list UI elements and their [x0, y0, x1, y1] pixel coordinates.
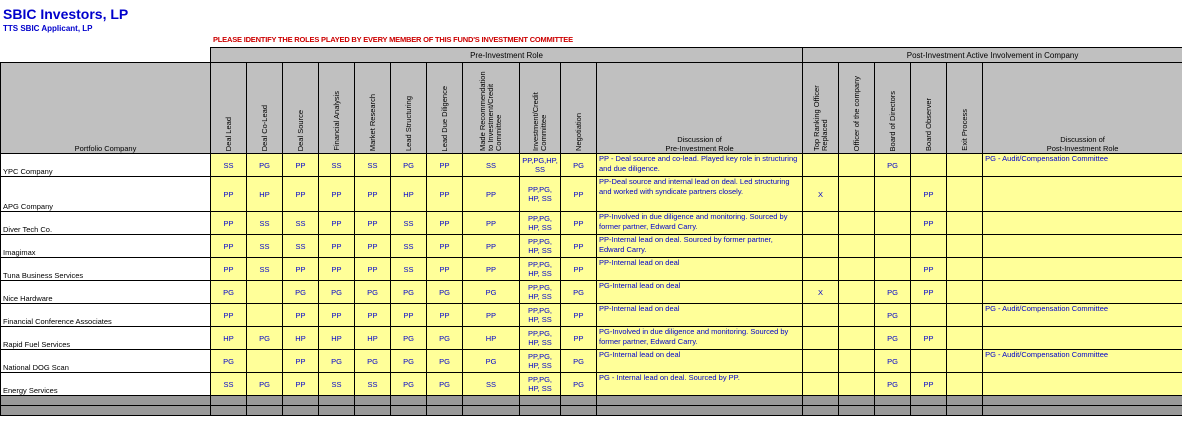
table-row [1, 327, 1182, 350]
post-role-cell [875, 212, 911, 235]
pre-role-cell: PP [427, 235, 463, 258]
pre-role-cell: PP [561, 304, 597, 327]
column-header-pre-discussion: Discussion of Pre-Investment Role [597, 63, 803, 154]
pre-role-cell: PP [463, 258, 520, 281]
pre-role-cell: PP [561, 235, 597, 258]
column-header-post-discussion: Discussion of Post-Investment Role [983, 63, 1182, 154]
post-role-cell [803, 304, 839, 327]
post-role-cell [839, 177, 875, 212]
post-role-cell: PG [875, 154, 911, 177]
pre-role-cell: PP,PG, HP, SS [520, 235, 561, 258]
footer-gray-cell [319, 396, 355, 406]
pre-role-cell: PP [211, 212, 247, 235]
pre-role-cell: PP [283, 304, 319, 327]
post-role-cell [803, 373, 839, 396]
portfolio-company-cell: Tuna Business Services [1, 258, 211, 281]
footer-gray-cell [597, 396, 803, 406]
portfolio-company-cell: Energy Services [1, 373, 211, 396]
post-discussion-cell: PG - Audit/Compensation Committee [983, 154, 1182, 177]
pre-role-cell: PG [427, 350, 463, 373]
pre-role-cell: PP [355, 212, 391, 235]
pre-role-cell [247, 281, 283, 304]
pre-role-cell: PP [427, 258, 463, 281]
post-role-cell: X [803, 177, 839, 212]
column-header-pre-0: Deal Lead [211, 63, 247, 154]
pre-role-cell: PG [355, 350, 391, 373]
table-body [1, 154, 1182, 416]
pre-role-cell: HP [247, 177, 283, 212]
pre-role-cell: PP [355, 304, 391, 327]
post-role-cell [839, 281, 875, 304]
pre-role-cell: PP [211, 304, 247, 327]
pre-role-cell: PG [211, 350, 247, 373]
post-role-cell [839, 258, 875, 281]
post-role-cell: PP [911, 212, 947, 235]
footer-gray-cell [839, 406, 875, 416]
pre-discussion-cell: PP-Internal lead on deal [597, 258, 803, 281]
column-header-pre-3: Financial Analysis [319, 63, 355, 154]
post-role-cell [839, 212, 875, 235]
portfolio-company-cell: National DOG Scan [1, 350, 211, 373]
post-discussion-cell [983, 235, 1182, 258]
post-role-cell [803, 154, 839, 177]
post-role-cell [911, 350, 947, 373]
pre-role-cell: PP,PG, HP, SS [520, 350, 561, 373]
post-role-cell [839, 327, 875, 350]
pre-role-cell: PP,PG, HP, SS [520, 304, 561, 327]
column-header-portfolio-company: Portfolio Company [1, 63, 211, 154]
footer-gray-cell [391, 406, 427, 416]
post-role-cell [911, 304, 947, 327]
pre-role-cell: SS [391, 212, 427, 235]
pre-role-cell: SS [391, 258, 427, 281]
post-role-cell [947, 212, 983, 235]
portfolio-company-cell: Imagimax [1, 235, 211, 258]
pre-role-cell: PP [283, 350, 319, 373]
pre-role-cell: PP [463, 304, 520, 327]
page-title: SBIC Investors, LP [3, 6, 129, 22]
footer-gray-cell [561, 406, 597, 416]
pre-role-cell: PP,PG, HP, SS [520, 258, 561, 281]
pre-role-cell: PP [427, 304, 463, 327]
column-header-pre-8: Investment/Credit Committee [520, 63, 561, 154]
post-investment-group-header: Post-Investment Active Involvement in Company [803, 48, 1182, 63]
post-role-cell [803, 258, 839, 281]
footer-gray-cell [247, 396, 283, 406]
column-header-pre-5: Lead Structuring [391, 63, 427, 154]
pre-role-cell: SS [391, 235, 427, 258]
footer-gray-cell [355, 396, 391, 406]
post-discussion-cell: PG - Audit/Compensation Committee [983, 350, 1182, 373]
column-header-pre-9: Negotiation [561, 63, 597, 154]
column-header-pre-7: Made Recommendation to Investment/Credit Committee [463, 63, 520, 154]
footer-gray-cell [947, 406, 983, 416]
pre-role-cell: SS [211, 154, 247, 177]
pre-role-cell: PP [391, 304, 427, 327]
table-row [1, 350, 1182, 373]
pre-role-cell: PP [283, 258, 319, 281]
pre-role-cell: PG [427, 373, 463, 396]
footer-gray-row [1, 396, 1182, 406]
pre-role-cell: PP [319, 212, 355, 235]
column-header-post-2: Board of Directors [875, 63, 911, 154]
post-role-cell [947, 281, 983, 304]
footer-gray-cell [355, 406, 391, 416]
pre-role-cell: PP [319, 304, 355, 327]
pre-role-cell: PP [319, 235, 355, 258]
post-role-cell: PG [875, 373, 911, 396]
pre-role-cell: PG [561, 350, 597, 373]
pre-role-cell: PP [283, 373, 319, 396]
footer-gray-row [1, 406, 1182, 416]
post-role-cell [947, 373, 983, 396]
pre-role-cell: PP [211, 235, 247, 258]
pre-role-cell: SS [283, 235, 319, 258]
column-header-post-1: Officer of the company [839, 63, 875, 154]
pre-role-cell: PG [561, 373, 597, 396]
post-role-cell: PG [875, 281, 911, 304]
footer-gray-cell [1, 406, 211, 416]
pre-role-cell: PP [319, 258, 355, 281]
pre-discussion-cell: PP-Involved in due diligence and monitoring. Sourced by former partner, Edward Carry. [597, 212, 803, 235]
footer-gray-cell [283, 396, 319, 406]
post-role-cell [947, 304, 983, 327]
instruction-text: PLEASE IDENTIFY THE ROLES PLAYED BY EVERY MEMBER OF THIS FUND'S INVESTMENT COMMITTEE [213, 35, 573, 44]
footer-gray-cell [427, 406, 463, 416]
post-role-cell [947, 235, 983, 258]
post-role-cell [911, 235, 947, 258]
footer-gray-cell [875, 396, 911, 406]
portfolio-company-cell: Nice Hardware [1, 281, 211, 304]
pre-role-cell: PG [319, 350, 355, 373]
post-role-cell [947, 327, 983, 350]
pre-role-cell: PG [561, 154, 597, 177]
table-row [1, 373, 1182, 396]
footer-gray-cell [597, 406, 803, 416]
pre-role-cell: SS [247, 235, 283, 258]
portfolio-company-cell: APG Company [1, 177, 211, 212]
pre-role-cell: PG [391, 350, 427, 373]
post-role-cell [911, 154, 947, 177]
pre-role-cell [247, 350, 283, 373]
pre-role-cell: HP [355, 327, 391, 350]
column-header-pre-1: Deal Co-Lead [247, 63, 283, 154]
pre-role-cell: SS [463, 154, 520, 177]
pre-role-cell: PG [355, 281, 391, 304]
pre-role-cell: PG [247, 327, 283, 350]
post-role-cell [839, 235, 875, 258]
pre-role-cell: SS [355, 154, 391, 177]
pre-role-cell: PP [211, 177, 247, 212]
pre-discussion-cell: PP-Internal lead on deal [597, 304, 803, 327]
roles-table [0, 47, 1182, 416]
post-role-cell: PG [875, 304, 911, 327]
table-row [1, 154, 1182, 177]
pre-role-cell: PP [355, 258, 391, 281]
pre-role-cell: HP [391, 177, 427, 212]
post-discussion-cell [983, 212, 1182, 235]
post-role-cell: PP [911, 373, 947, 396]
pre-role-cell: SS [463, 373, 520, 396]
pre-role-cell: PP [319, 177, 355, 212]
pre-role-cell: PG [211, 281, 247, 304]
post-role-cell [803, 350, 839, 373]
pre-role-cell: PP,PG, HP, SS [520, 177, 561, 212]
post-discussion-cell [983, 327, 1182, 350]
pre-role-cell: PP,PG, HP, SS [520, 281, 561, 304]
post-discussion-cell [983, 258, 1182, 281]
post-role-cell [803, 235, 839, 258]
column-header-post-4: Exit Process [947, 63, 983, 154]
footer-gray-cell [520, 396, 561, 406]
post-role-cell [803, 327, 839, 350]
pre-role-cell: SS [247, 258, 283, 281]
pre-investment-group-header: Pre-Investment Role [211, 48, 803, 63]
table-row [1, 281, 1182, 304]
pre-role-cell: SS [355, 373, 391, 396]
pre-role-cell: PG [319, 281, 355, 304]
pre-role-cell: PG [283, 281, 319, 304]
post-role-cell [947, 154, 983, 177]
post-role-cell [875, 235, 911, 258]
pre-role-cell: HP [319, 327, 355, 350]
pre-role-cell: PG [463, 350, 520, 373]
header-blank [1, 48, 211, 63]
pre-role-cell: SS [319, 154, 355, 177]
pre-role-cell: SS [211, 373, 247, 396]
post-role-cell: X [803, 281, 839, 304]
pre-role-cell: PG [391, 154, 427, 177]
pre-role-cell: PG [247, 373, 283, 396]
pre-role-cell: PP [283, 177, 319, 212]
pre-discussion-cell: PP-Internal lead on deal. Sourced by former partner, Edward Carry. [597, 235, 803, 258]
post-role-cell [803, 212, 839, 235]
pre-role-cell: PP [427, 212, 463, 235]
pre-role-cell: PG [391, 327, 427, 350]
post-role-cell [947, 177, 983, 212]
footer-gray-cell [520, 406, 561, 416]
pre-discussion-cell: PP - Deal source and co-lead. Played key role in structuring and due diligence. [597, 154, 803, 177]
footer-gray-cell [427, 396, 463, 406]
post-discussion-cell: PG - Audit/Compensation Committee [983, 304, 1182, 327]
pre-role-cell: PG [561, 281, 597, 304]
pre-role-cell: PP [211, 258, 247, 281]
post-role-cell [875, 258, 911, 281]
post-role-cell: PG [875, 327, 911, 350]
portfolio-company-cell: YPC Company [1, 154, 211, 177]
pre-role-cell: HP [463, 327, 520, 350]
footer-gray-cell [391, 396, 427, 406]
pre-role-cell: PP,PG, HP, SS [520, 327, 561, 350]
footer-gray-cell [947, 396, 983, 406]
column-header-post-3: Board Observer [911, 63, 947, 154]
post-role-cell [839, 373, 875, 396]
footer-gray-cell [1, 396, 211, 406]
page-subtitle: TTS SBIC Applicant, LP [3, 24, 93, 33]
pre-role-cell: PG [427, 327, 463, 350]
pre-discussion-cell: PG-Involved in due diligence and monitoring. Sourced by former partner, Edward Carry. [597, 327, 803, 350]
pre-role-cell: PP [561, 327, 597, 350]
post-role-cell [839, 154, 875, 177]
footer-gray-cell [283, 406, 319, 416]
table-row [1, 212, 1182, 235]
pre-discussion-cell: PP-Deal source and internal lead on deal. Led structuring and worked with syndicate partners closely. [597, 177, 803, 212]
footer-gray-cell [463, 396, 520, 406]
pre-role-cell: PP [355, 235, 391, 258]
table-row [1, 258, 1182, 281]
footer-gray-cell [839, 396, 875, 406]
pre-role-cell: PP [427, 154, 463, 177]
post-role-cell [947, 350, 983, 373]
footer-gray-cell [983, 396, 1182, 406]
column-header-pre-4: Market Research [355, 63, 391, 154]
post-discussion-cell [983, 281, 1182, 304]
pre-discussion-cell: PG - Internal lead on deal. Sourced by PP. [597, 373, 803, 396]
portfolio-company-cell: Diver Tech Co. [1, 212, 211, 235]
portfolio-company-cell: Rapid Fuel Services [1, 327, 211, 350]
pre-role-cell: PG [247, 154, 283, 177]
footer-gray-cell [561, 396, 597, 406]
footer-gray-cell [211, 396, 247, 406]
post-role-cell: PG [875, 350, 911, 373]
portfolio-company-cell: Financial Conference Associates [1, 304, 211, 327]
pre-role-cell: PP [427, 177, 463, 212]
pre-role-cell: PP [463, 212, 520, 235]
pre-discussion-cell: PG-Internal lead on deal [597, 281, 803, 304]
table-row [1, 235, 1182, 258]
pre-role-cell: PP,PG,HP, SS [520, 154, 561, 177]
pre-role-cell: PP [561, 212, 597, 235]
pre-role-cell: SS [283, 212, 319, 235]
footer-gray-cell [463, 406, 520, 416]
pre-role-cell: PP [355, 177, 391, 212]
post-role-cell: PP [911, 327, 947, 350]
post-role-cell [875, 177, 911, 212]
pre-role-cell: HP [283, 327, 319, 350]
post-role-cell: PP [911, 258, 947, 281]
pre-role-cell: PP [561, 177, 597, 212]
pre-role-cell: SS [247, 212, 283, 235]
footer-gray-cell [247, 406, 283, 416]
footer-gray-cell [211, 406, 247, 416]
footer-gray-cell [875, 406, 911, 416]
pre-discussion-cell: PG-Internal lead on deal [597, 350, 803, 373]
pre-role-cell: PP,PG, HP, SS [520, 373, 561, 396]
table-row [1, 304, 1182, 327]
post-discussion-cell [983, 177, 1182, 212]
column-header-pre-6: Lead Due Diligence [427, 63, 463, 154]
column-header-post-0: Top Ranking Officer Replaced [803, 63, 839, 154]
post-role-cell [839, 304, 875, 327]
post-role-cell: PP [911, 177, 947, 212]
table-row [1, 177, 1182, 212]
pre-role-cell: PP [463, 235, 520, 258]
footer-gray-cell [911, 396, 947, 406]
footer-gray-cell [983, 406, 1182, 416]
post-role-cell [839, 350, 875, 373]
post-discussion-cell [983, 373, 1182, 396]
footer-gray-cell [803, 406, 839, 416]
pre-role-cell: PP [561, 258, 597, 281]
pre-role-cell: PP [283, 154, 319, 177]
pre-role-cell [247, 304, 283, 327]
pre-role-cell: PG [391, 373, 427, 396]
pre-role-cell: PP [463, 177, 520, 212]
column-header-pre-2: Deal Source [283, 63, 319, 154]
pre-role-cell: HP [211, 327, 247, 350]
pre-role-cell: PG [427, 281, 463, 304]
footer-gray-cell [803, 396, 839, 406]
pre-role-cell: SS [319, 373, 355, 396]
pre-role-cell: PG [391, 281, 427, 304]
post-role-cell [947, 258, 983, 281]
post-role-cell: PP [911, 281, 947, 304]
pre-role-cell: PG [463, 281, 520, 304]
footer-gray-cell [319, 406, 355, 416]
pre-role-cell: PP,PG, HP, SS [520, 212, 561, 235]
footer-gray-cell [911, 406, 947, 416]
